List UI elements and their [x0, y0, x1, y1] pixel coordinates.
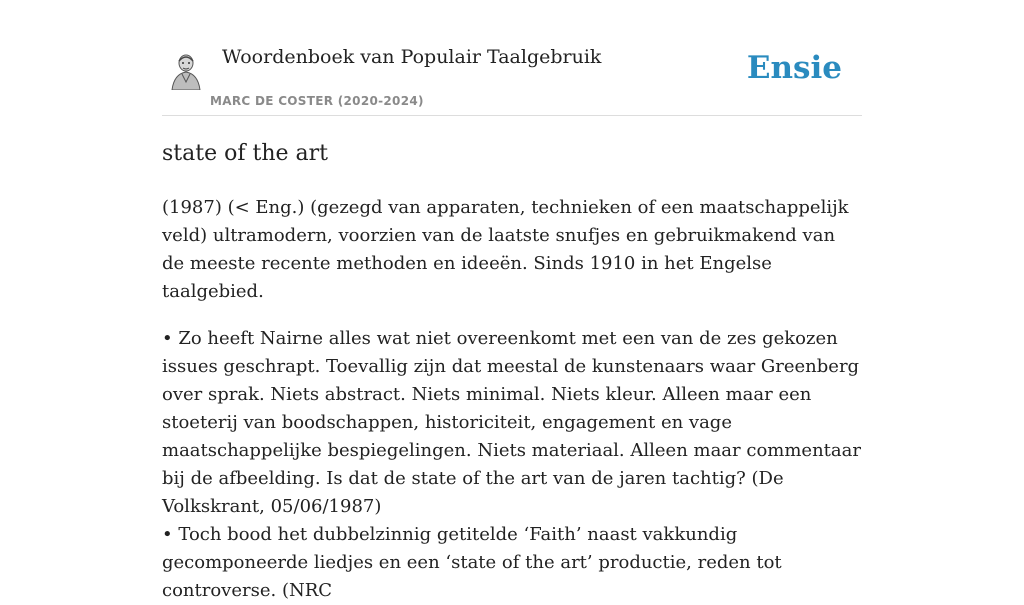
dictionary-entry: [162, 138, 862, 605]
page-header: [162, 40, 862, 116]
citation-item: • Zo heeft Nairne alles wat niet overeenkomt met een van de zes gekozen issues geschrapt. Toevallig zijn dat meestal de kunstenaars waar Greenberg over sprak. Niets abstract. Niets minimal. Niets kleur. Alleen maar een stoeterij van boodschappen, historiciteit, engagement en vage maatschappelijke bespiegelingen. Niets materiaal. Alleen maar commentaar bij de afbeelding. Is dat de state of the art van de jaren tachtig? (De Volkskrant, 05/06/1987): [162, 328, 861, 517]
author-portrait-icon[interactable]: [168, 50, 204, 90]
citation-list: [162, 325, 862, 605]
dictionary-title[interactable]: Woordenboek van Populair Taalgebruik: [222, 46, 602, 68]
citation-item: • Toch bood het dubbelzinnig getitelde ‘Faith’ naast vakkundig gecomponeerde liedjes en een ‘state of the art’ productie, reden tot controverse. (NRC: [162, 524, 782, 601]
ensie-logo[interactable]: Ensie: [746, 50, 842, 86]
entry-headword: state of the art: [162, 141, 328, 166]
entry-definition: (1987) (< Eng.) (gezegd van apparaten, technieken of een maatschappelijk veld) ultramodern, voorzien van de laatste snufjes en gebruikmakend van de meeste recente methoden en ideeën. Sinds 1910 in het Engelse taalgebied.: [162, 197, 849, 302]
author-name[interactable]: MARC DE COSTER (2020-2024): [210, 94, 424, 108]
